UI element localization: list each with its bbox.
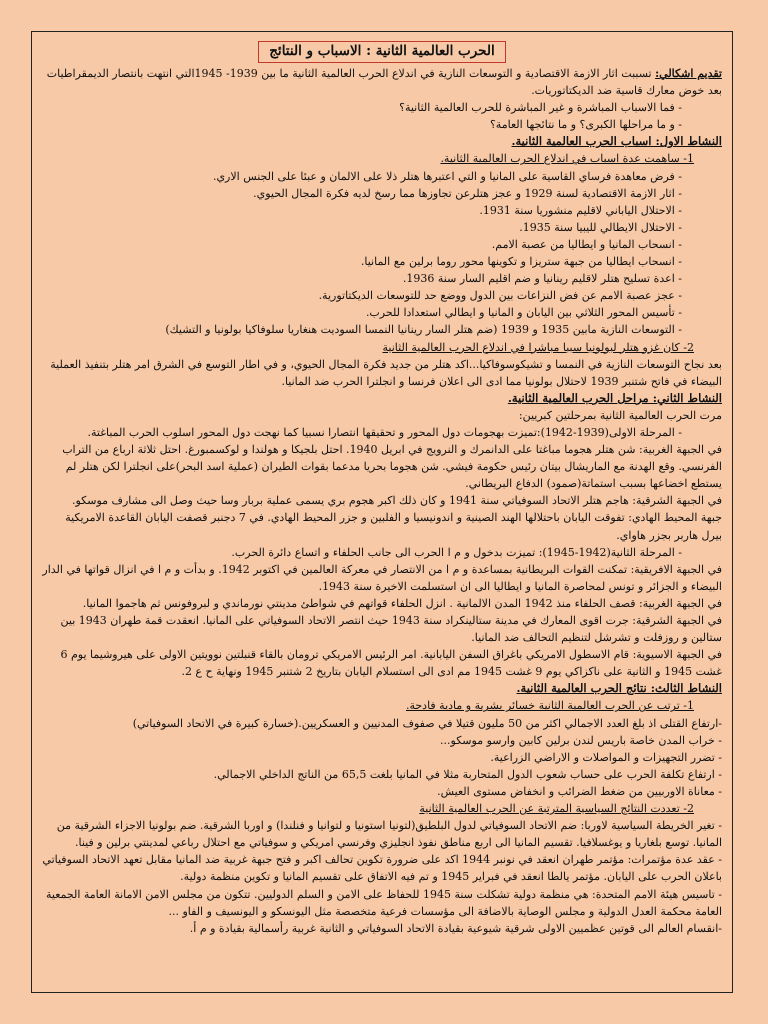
page-title: الحرب العالمية الثانية : الاسباب و النتائج [258,41,506,63]
cause-item: - انسحاب ايطاليا من جبهة ستريزا و تكوينها محور روما برلين مع المانيا. [42,253,722,270]
title-container [42,40,722,63]
document-body [42,65,722,937]
intro-paragraph [42,65,722,99]
activity-3-heading: النشاط الثالث: نتائج الحرب العالمية الثانية. [516,681,722,696]
intro-question: - و ما مراحلها الكبرى؟ و ما نتائجها العامة؟ [42,116,722,133]
cause-item: - الاحتلال الايطالي لليبيا سنة 1935. [42,219,722,236]
political-result-item: -انقسام العالم الى قوتين عظميين الاولى شرقية شيوعية بقيادة الاتحاد السوفياتي و الثانية غربية رأسمالية بقيادة و م أ. [189,921,722,935]
political-result-item: - تغير الخريطة السياسية لاوربا: ضم الاتحاد السوفياتي لدول البلطيق(لتونيا استونيا و لتوانيا و فنلندا) و اوربا الشرقية. ضم بولونيا الاجزاء الشرقية من المانيا. توسع بلغاريا و يوغسلافيا. تقسيم المانيا الى اربع مناطق نفوذ انجليزي وفرنسي امريكي و سوفياتي مع احتلال رباعي لمدينتي برلين و فينا. [56,819,722,850]
activity-3-subheading-2: 2- تعددت النتائج السياسية المترتبة عن الحرب العالمية الثانية [419,802,694,816]
front-paragraph: جبهة المحيط الهادي: تفوقت اليابان باحتلالها الهند الصينية و اندونيسيا و الفلبين و جزر المحيط الهادي. في 7 دجنبر قصفت اليابان القاعدة الامريكية بيرل هاربر بجزر هاواي. [65,511,722,542]
document-frame [31,31,733,993]
front-paragraph: في الجبهة الشرقية: جرت اقوى المعارك في مدينة ستالينكراد سنة 1943 حيث انتصر الاتحاد السوفياتي على المانيا. انعقدت قمة طهران 1943 بين ستالين و روزفلت و تشرشل لتنظيم التحالف ضد المانيا. [60,614,722,645]
intro-label: تقديم اشكالي: [655,67,722,80]
cause-item: - التوسعات النازية مابين 1935 و 1939 (ضم هتلر السار رينانيا النمسا السوديت هنغاريا سلوفاكيا بولونيا و التشيك) [42,321,722,338]
activity-2-intro: مرت الحرب العالمية الثانية بمرحلتين كبريين: [518,408,722,422]
front-paragraph: في الجبهة الافريقية: تمكنت القوات البريطانية بمساعدة و م ا من الانتصار في معركة العالمين في اكتوبر 1942. و بدأت و م ا في انزال قواتها في الدار البيضاء و الجزائر و تونس لمحاصرة المانيا و ايطاليا الى ان استسلمت الاخيرة سنة 1943. [42,562,722,593]
cause-item: - انسحاب المانيا و ايطاليا من عصبة الامم. [42,236,722,253]
cause-item: - تأسيس المحور الثلاثي بين اليابان و المانيا و ايطالي استعدادا للحرب. [42,304,722,321]
political-result-item: - عقد عدة مؤتمرات: مؤتمر طهران انعقد في نونبر 1944 اكد على ضرورة تكوين تحالف اكبر و فتح جبهة غربية ضد المانيا مقابل تعهد الاتحاد السوفياتي باعلان الحرب على اليابان. مؤتمر يالطا انعقد في فبراير 1945 و تم فيه الاتفاق على تقسيم المانيا و تكوين منظمة دولية. [42,853,722,884]
political-result-item: - تاسيس هيئة الامم المتحدة: هي منظمة دولية تشكلت سنة 1945 للحفاظ على الامن و السلم الدوليين. تتكون من مجلس الامن الامانة العامة الجمعية العامة محكمة العدل الدولية و مجلس الوصاية بالاضافة الى مؤسسات فرعية متخصصة مثل اليونسكو و اليونسيف و الفاو ... [45,887,722,918]
activity-1-heading: النشاط الاول: اسباب الحرب العالمية الثانية. [511,134,722,149]
loss-item: - معاناة الاوربيين من ضغط الضرائب و انخفاض مستوى العيش. [437,784,722,798]
intro-text: تسببت اثار الازمة الاقتصادية و التوسعات النازية في اندلاع الحرب العالمية الثانية ما بين 1939- 1945التي انتهت بانتصار الديمقراطيات بعد خوض معارك قاسية ضد الديكتاتوريات. [46,67,722,98]
cause-item: - عجز عصبة الامم عن فض النزاعات بين الدول ووضع حد للتوسعات الديكتاتورية. [42,287,722,304]
front-paragraph: في الجبهة الغربية: قصف الحلفاء منذ 1942 المدن الالمانية . انزل الحلفاء قواتهم في شواطئ مدينتي نورماندي و لبروفونس ثم هاجموا المانيا. [82,596,722,610]
cause-item: - الاحتلال الياباني لاقليم منشوريا سنة 1931. [42,202,722,219]
activity-1-subheading-2: 2- كان غزو هتلر لبولونيا سببا مباشرا في اندلاع الحرب العالمية الثانية [382,340,694,354]
cause-item: - اعدة تسليح هتلر لاقليم رينانيا و ضم اقليم السار سنة 1936. [42,270,722,287]
front-paragraph: في الجبهة الغربية: شن هتلر هجوما مباغتا على الدانمرك و النرويج في ابريل 1940. احتل بلجيكا و هولندا و لوكسمبورغ. احتل ثلاثة ارباع من التراب الفرنسي. وقع الهدنة مع الماريشال بيتان رئيس حكومة فيشي. شن هجوما بحريا مدعما بقوات الطيران (عملية اسد البحر)على انجلترا لكن هتلر لم يستطع اخضاعها بسبب استماتة(صمود) الدفاع البريطاني. [62,443,722,491]
phase-2-title: - المرحلة الثانية(1942-1945): تميزت بدخول و م ا الحرب الى جانب الحلفاء و اتساع دائرة الحرب. [42,544,722,561]
loss-item: - ارتفاع تكلفة الحرب على حساب شعوب الدول المتحاربة مثلا في المانيا بلغت 65,5 من الناتج الداخلي الاجمالي. [213,767,722,781]
activity-2-heading: النشاط الثاني: مراحل الحرب العالمية الثانية. [507,390,722,405]
cause-item: - فرض معاهدة فرساي القاسية على المانيا و التي اعتبرها هتلر ذلا على الالمان و عبئا على الجنس الاري. [42,168,722,185]
activity-3-subheading-1: 1- ترتب عن الحرب العالمية الثانية خسائر بشرية و مادية فادحة. [405,699,694,713]
phase-1-title: - المرحلة الاولى(1939-1942):تميزت بهجومات دول المحور و تحقيقها انتصارا نسبيا كما نهجت دول المحور اسلوب الحرب المباغتة. [42,424,722,441]
poland-invasion-paragraph: بعد نجاح التوسعات النازية في النمسا و تشيكوسوفاكيا...اكد هتلر من جديد فكرة المجال الحيوي، و في اطار التوسع في الشرق امر هتلر بتنفيذ العملية البيضاء في فاتح شتنبر 1939 لاحتلال بولونيا مما ادى الى اعلان فرنسا و انجلترا الحرب ضد المانيا. [50,357,722,388]
cause-item: - اثار الازمة الاقتصادية لسنة 1929 و عجز هتلرعن تجاوزها مما رسخ لديه فكرة المجال الحيوي. [42,185,722,202]
intro-question: - فما الاسباب المباشرة و غير المباشرة للحرب العالمية الثانية؟ [42,99,722,116]
loss-item: - خراب المدن خاصة باريس لندن برلين كابين وارسو موسكو... [440,733,722,747]
activity-1-subheading-1: 1- ساهمت عدة اسباب في اندلاع الحرب العالمية الثانية. [440,152,694,166]
front-paragraph: في الجبهة الشرقية: هاجم هتلر الاتحاد السوفياتي سنة 1941 و كان ذلك اكبر هجوم بري يسمى عملية بربار وسا حيث وصل الى مشارف موسكو. [72,494,722,508]
front-paragraph: في الجبهة الاسيوية: قام الاسطول الامريكي باغراق السفن اليابانية. امر الرئيس الامريكي ترومان بالقاء قنبلتين نوويتين الاولى على هيروشيما يوم 6 غشت 1945 و الثانية على ناكزاكي يوم 9 غشت 1945 مم ادى الى استسلام اليابان بتاريخ 2 شتنبر 1945 ونهاية ح ع 2. [60,648,722,679]
loss-item: - تضرر التجهيزات و المواصلات و الاراضي الزراعية. [490,750,722,764]
loss-item: -ارتفاع القتلى اذ بلغ العدد الاجمالي اكثر من 50 مليون قتيلا في صفوف المدنيين و العسكريين.(خسارة كبيرة في الاتحاد السوفياتي) [132,716,722,730]
